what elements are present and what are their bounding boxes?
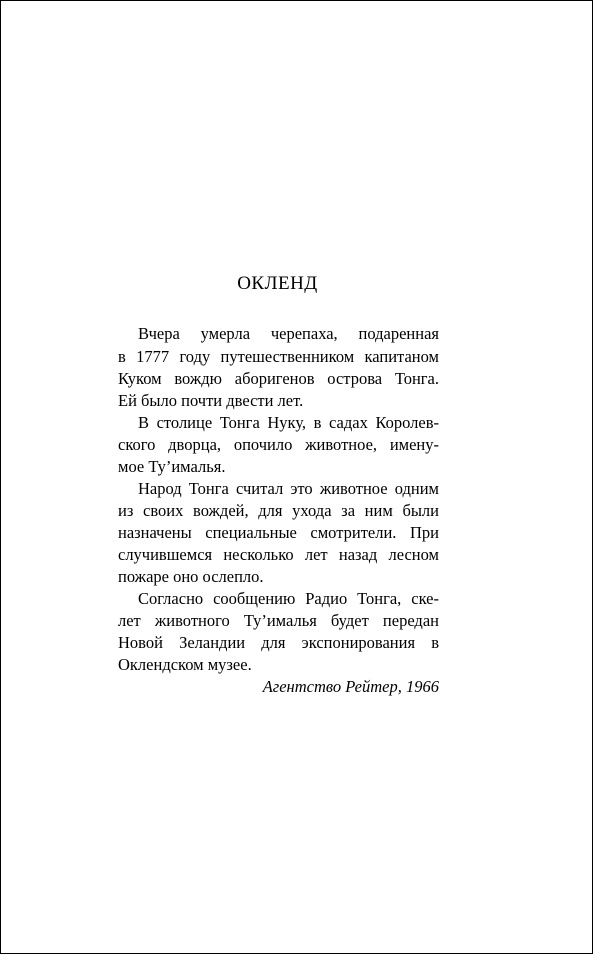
paragraph-1-line-1: Вчера умерла черепаха, подаренная (138, 324, 439, 343)
paragraph-3-line-5: пожаре оно ослепло. (118, 567, 264, 586)
source-attribution: Агентство Рейтер, 1966 (262, 677, 439, 696)
paragraph-2-line-1: В столице Тонга Нуку, в садах Королев- (138, 413, 439, 432)
paragraph-1-line-3: Куком вождю аборигенов острова Тонга. (118, 369, 439, 388)
paragraph-1-line-4: Ей было почти двести лет. (118, 391, 304, 410)
paragraph-1-line-2: в 1777 году путешественником капитаном (118, 347, 439, 366)
paragraph-3-line-3: назначены специальные смотрители. При (118, 523, 439, 542)
paragraph-2-line-2: ского дворца, опочило животное, имену- (118, 435, 439, 454)
paragraph-4-line-3: Новой Зеландии для экспонирования в (118, 633, 439, 652)
paragraph-4-line-2: лет животного Ту’ималья будет передан (118, 611, 439, 630)
paragraph-3-line-2: из своих вождей, для ухода за ним были (118, 501, 439, 520)
paragraph-2-line-3: мое Ту’ималья. (118, 457, 226, 476)
paragraph-3-line-1: Народ Тонга считал это животное одним (138, 479, 439, 498)
paragraph-3-line-4: случившемся несколько лет назад лесном (118, 545, 439, 564)
article-title: ОКЛЕНД (237, 273, 318, 294)
paragraph-4-line-1: Согласно сообщению Радио Тонга, ске- (138, 589, 439, 608)
paragraph-4-line-4: Оклендском музее. (118, 655, 252, 674)
